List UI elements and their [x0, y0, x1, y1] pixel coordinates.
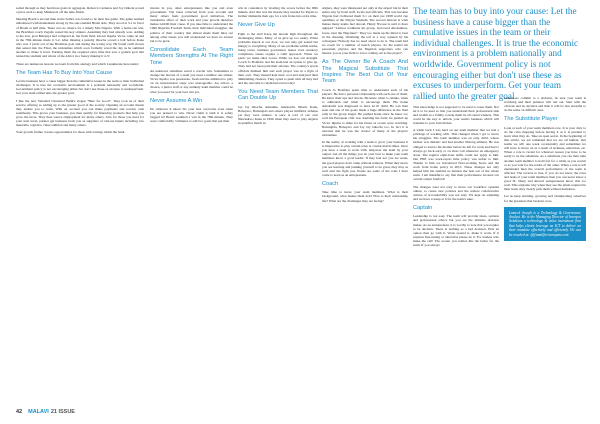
section-heading: The Substitute Player [504, 116, 558, 123]
article-column-4 [322, 6, 408, 206]
article-column-3 [238, 6, 318, 128]
section-heading: Captain [413, 204, 433, 211]
paragraph: I like the new Standard Chartered Bank's slogan "Here for Good". They took us of their service offering as adding up to the greater good of the society. Opening an account means they enable you to trade. With an account you can make payments and receive cash seamlessly. This grows your business, you then qualify for financing products that help you grow the more. They then source employment for many others. Jobs for those you need for your next level, partner get business from you as suppliers of various inputs including raw materials, logistics, value addition and many others. [16, 98, 144, 128]
article-column-1 [16, 6, 144, 138]
article-column-6 [504, 96, 586, 241]
author-bio-box: Lameck Joseph is a Technology & Governance Analyst. He is the Managing Director of Invespot Solutions a technology & value investment firm that helps clients leverage on ICT to deliver on their mandate effectively and efficiently. He can be reached at: lj@tamilfin-invespots.com [504, 207, 586, 241]
paragraph: sailed through as they had more goals in aggregate. Rebecca Cardenas and Joy Oduola scored a pivot each to keep Minnesota off the nine-finish. [16, 6, 144, 15]
paragraph: The changes were not easy to move our workflow systems online, to create new policies and the remote collaborative culture of accountability was not easy. We kept on adjusting and we have to keep at it for the team's sake. [413, 184, 499, 201]
section-heading: The Team Has To Buy Into Your Cause [16, 69, 113, 76]
page-number: 42 [16, 409, 23, 415]
article-column-2 [150, 6, 233, 127]
paragraph: Meeting Brazil a second time in the Semi's was found to be their last game. The game seemed unbalanced with momentum strong by the star-studded Brazil side. They stood at 3-1 in favor of Brazil at half time. There was no chance for a timely Mrs Nigeria. With a home run win, the Brazilian coach Zagallo rested his key strikers. Assuming they had already won. Adding to the loss, goal Babajays had collapsed in, the fresh field, known Ikpeba Victor came on and in the 78th minute made it 3-2. After missing a penalty Okocha scored a ball before Kanu who was 3 yards out of the Brazilian goal and during the wrong way. He found swift moves that seized into the Final, the nicknames which soon formally saved the day as he summed another to make it level. Earning them the required extra time that saw a golden goal that turned the stadium and whole of the Africa in a frenzy making it 4-3! [16, 17, 144, 59]
paragraph: Your growth further creates opportunities for those with savings which the bank [16, 130, 125, 135]
paragraph: This knowledge is not supposed to be used to tease them. Not let it to be used so that you understand their professional side and wealth as a family to help them be all round winners. This could be the key to unlock your team's business which will translate to your bottom line. [413, 104, 499, 125]
paragraph: Let the business have a cause bigger than the cumulative issues in the team or their individual challenges. It is true the economic environment is a problem nationally and worldwide. Government policy is not encouraging either but don't use those as excuses to underperform. Get your team rallied unto the greater goal. [16, 79, 144, 96]
paragraph: Coach Jo Bonfrère spent time to understand each of his players. He had a personal relationship with each one of them. He knew their ups and downs. He knew when to rebuke, when to admonish and when to encourage them. His home Amokachi was diagnosed to have an ill child. He was then seen and one of his goals made a huge difference in the final rally in the group stages. He pushed Kanu since he knew too well his European club was doubting his form; he pushed up Victor Ikpeba to shine for his future as scouts were watching. Babangida, Babayaro and Jay Jay Okocha too. In fact it is narrated that he was the creator of many of the players' nicknames. [322, 87, 408, 137]
paragraph: Take time to know your team members. What is their background, what makes them tick? How is their relationship life? What are the challenges they are facing? [322, 190, 408, 203]
section-heading: You Need Team Members That Can Double Up [238, 88, 318, 102]
paragraph: Look at each of your team members role. It is your duty to do the criss mapping before having it as it is prudent to learn what they do. Take an open secret. In the beginning of this article, we are reminded that we are all human. Our teams we will one week occasionally and sometimes we will have to move on as a result of sickness, education, etc. When a role is vacant for whatever reason you have to be ready to be the substitute. As a substitute you can then train another team member to hold fort for a while as you recruit or as you wait for the return of the other. When a role is left unattended then the overall performance of the team is affected. The reverse is true, if you do not know the roles and tasks of your team members then you can never know a good fit. Sharp and shrewd entrepreneurs know this too well. This explains why when they see the talent required in their team, they clearly pick them without hesitation. [504, 125, 586, 192]
paragraph: win in contention by leveling the scores before the 90th minute. And that was the morale they needed for Papilo to further dismantle their ego for a win fraise into extra time. [238, 6, 318, 19]
pull-quote: The team has to buy into your cause: Let the business have a cause bigger than the cumulative issues in the team or their individual challenges. It is true the economic environment is a problem nationally and worldwide. Government policy is not encouraging either but don't use these as excuses to underperform. Get your team rallied unto the greater goal. [413, 6, 579, 101]
paragraph: Algiers, they were mistreated not only at the airport but in their entire stay by hotel staff, locals and officials. This was because Nigeria had clobbered them 3-1 on their pre 1998 world cup qualifiers at the Naiyas Stadium. The second turnout is what makes many teams feel abroad. Henry Nwosu is said to have quipped "Latinos traditions kit group, borrowed Ahonsuhwe, boots, beat the Nigerians". They too made up his mind to beat in the dressing. Obtaining the toil at a very reputed by his colleagues."Nobody has no need about to do it. The team had no coach for a number of bench players. So the team's kit personnel, physios and the Nigerian supporters who can mentor you as your field to it not coming out as the player". [322, 6, 408, 56]
paragraph: Leadership is not easy. The team will provide ideas, opinion and professional advice but you are the ultimate decision maker. As an entrepreneur, it is worthy to note that you require to be decisive. There is nothing as a bad decision. Pick an option then go with it. Work around it, make it work. If it requires fine-tuning or otherwise please do it. For leaders who make the call! The sooner you realize this the better for the team. If you always [413, 214, 499, 248]
paragraph: An unknown substitute saved a crucial win. Sometimes to change the morale of a team you need a number one striker. Victor Ikpeba was passionate, fresh and the ambition to play on an international stage was unstoppable. An action, a chance, a junior staff or any unlikely team member could be what you need for your best win yet. [150, 69, 233, 94]
paragraph: Jay Jay Okocha, Amunike, Amokachi, Oliseh, Kanu, Babayaro, Babangida and others played midfield, defense yet they were strikers. A once is told of our own Nkwankwo Kanu in 1996 when they used to play Algeria in qualifier match in [238, 104, 318, 126]
paragraph: There are numerous lessons we learn from this analogy and which I enumerate here under: [16, 61, 139, 66]
paragraph: A while back I was hard on our team member that we had a privilege of working with. This changed when I got to know his struggles. The team member was an only child, whose mother was diabetic and had another lifelong ailment. He was obliged to tend to his mother before he left for work and had to always go back early or on short call whenever an emergency arose. The regular eight-hour shifts could not apply to him. Our HSE was work-report time policy was unfair to him. Thanks to him we introduced flexi-working hours and the work from home policy in 2013. These changes not only helped him but enabled us harness the best out of the whole team. I am thankful to say that their performance boosted our overall output fourfold! [413, 128, 499, 182]
page-footer [16, 406, 584, 418]
section-heading: Consolidate Each Team Members Strengths At The Right Tone [150, 46, 233, 66]
paragraph: Fight to the end! Keep the morale high throughout the challenging times. Many of us give up too easily. When problems knock at our door, we run only get zested but hungry to everything. Many of our problems within teams, rising taxes, business governance issues even statutory compliance issues require a calm approach. When we panic we make rules worse. While we lose our strength. Coach Jo Bonfrère and his team had an option to give up. They had not been paid their salaries. The country's sports officials disliked him and each player was in a fight of their own. They instead kept their cool and analyzed their diminishing chances. They opted to push with all they had and the outcome is celebrated even today! [238, 31, 318, 85]
section-heading: Coach [322, 180, 339, 187]
paragraph: Let us keep learning, growing and championing ourselves for the greatness that beckons at us. [504, 194, 586, 203]
paragraph: Do whatever it takes! Do your best overcome even when you are praised to win. Never claim it until it is safely bagged in! Brazil assumed a win in the 78th minute. They were comfortably 3 minutes to add two goals that put their [150, 107, 233, 124]
section-heading: As The Owner Be A Coach And The Magical Substitute That Inspires The Best Out Of Your Team [322, 59, 408, 85]
issue-label: 21 ISSUE [50, 409, 75, 415]
magazine-name: MALAVI [28, 409, 49, 415]
section-heading: Never Give Up [238, 22, 275, 29]
paragraph: invests in you, other entrepreneurs like you and even government. The taxes collected from your account and many others fuels government good initiatives. The cumulative effect of their work and your growth therefore makes GOOD their cause. If you take time to understand the 1996 Nigerian Football Team, their individual struggles, the politics of their country that almost made them miss out among other issues you will understand we have no excuse but to be great. [150, 6, 233, 43]
paragraph: In the reality of working with a team to grow your business it is imperative to play certain roles at crucial match times. Once you have a team to work with, empower the team by your output. Get all the things you do your best to make your team members know a good leader. If they feel not you are weak, the good players don't camp without remorse. When they know you are learning and pushing yourself to be great, they may as well start the fight you. Praise are some of the roles I have come to learn as an entrepreneur. [322, 140, 408, 177]
paragraph: hesitate to commit to a decision, be sure your team is watching and their patience will run out. Start with the obvious and be decisive and then it will be less stressful to do the same on difficult ones. [504, 96, 586, 113]
section-heading: Never Assume A Win [150, 97, 203, 104]
